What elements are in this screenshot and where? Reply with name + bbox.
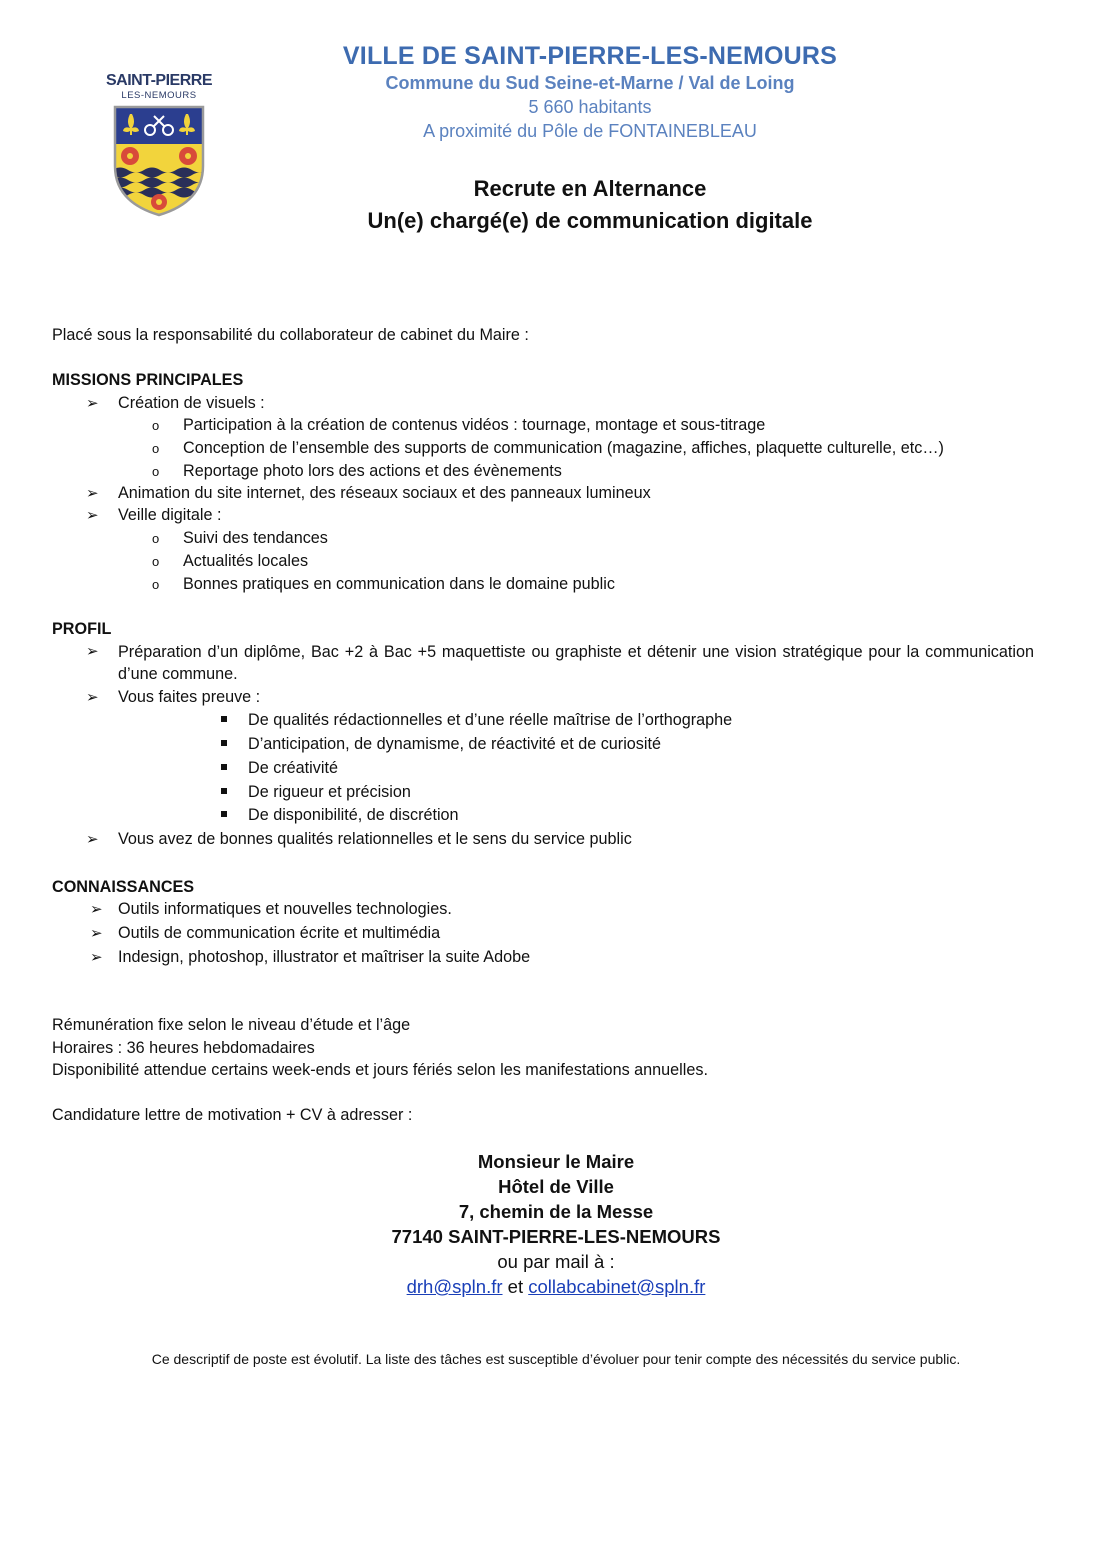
recruit-line: Recrute en Alternance [473, 176, 707, 201]
square-bullet-icon [221, 716, 227, 722]
missions-heading: MISSIONS PRINCIPALES [52, 371, 244, 389]
profil-item: Vous faites preuve : [118, 688, 261, 706]
connaissance-item: Outils de communication écrite et multimédia [118, 924, 441, 942]
circle-bullet-icon: o [152, 418, 160, 433]
arrow-bullet-icon: ➢ [86, 485, 99, 502]
connaissances-heading: CONNAISSANCES [52, 878, 195, 896]
header [240, 40, 940, 142]
arrow-bullet-icon: ➢ [86, 689, 99, 706]
profil-subitem: D’anticipation, de dynamisme, de réactivité et de curiosité [248, 735, 661, 753]
square-bullet-icon [221, 788, 227, 794]
arrow-bullet-icon: ➢ [86, 507, 99, 524]
circle-bullet-icon: o [152, 554, 160, 569]
profil-subitem: De qualités rédactionnelles et d’une réelle maîtrise de l’orthographe [248, 711, 733, 729]
arrow-bullet-icon: ➢ [86, 643, 99, 660]
mission-subitem: Reportage photo lors des actions et des évènements [183, 462, 562, 480]
candidature-text: Candidature lettre de motivation + CV à adresser : [52, 1106, 413, 1124]
horaires-text: Horaires : 36 heures hebdomadaires [52, 1039, 315, 1057]
circle-bullet-icon: o [152, 577, 160, 592]
profil-subitem: De créativité [248, 759, 338, 777]
mission-subitem: Suivi des tendances [183, 529, 328, 547]
email-line [300, 1276, 812, 1298]
email-link-cabinet[interactable]: collabcabinet@spln.fr [528, 1276, 706, 1297]
email-link-drh[interactable]: drh@spln.fr [406, 1276, 503, 1297]
arrow-bullet-icon: ➢ [90, 949, 103, 966]
square-bullet-icon [221, 764, 227, 770]
mission-subitem: Bonnes pratiques en communication dans le domaine public [183, 575, 615, 593]
arrow-bullet-icon: ➢ [86, 395, 99, 412]
arrow-bullet-icon: ➢ [90, 901, 103, 918]
header-population: 5 660 habitants [528, 97, 652, 117]
job-title: Un(e) chargé(e) de communication digitale [367, 208, 813, 233]
mission-item: Animation du site internet, des réseaux sociaux et des panneaux lumineux [118, 484, 651, 502]
town-coat-of-arms-logo [104, 70, 214, 220]
square-bullet-icon [221, 811, 227, 817]
email-connector: et [507, 1276, 524, 1297]
circle-bullet-icon: o [152, 441, 160, 456]
address-line: Hôtel de Ville [498, 1176, 614, 1197]
connaissance-item: Outils informatiques et nouvelles technologies. [118, 900, 452, 918]
remuneration-text: Rémunération fixe selon le niveau d’étude et l’âge [52, 1016, 411, 1034]
arrow-bullet-icon: ➢ [86, 831, 99, 848]
profil-item: Préparation d’un diplôme, Bac +2 à Bac +5 maquettiste ou graphiste et détenir une vision stratégique pour la communication d’une commune. [118, 643, 1034, 683]
logo-text-top: SAINT-PIERRE [105, 72, 212, 89]
connaissance-item: Indesign, photoshop, illustrator et maîtriser la suite Adobe [118, 948, 531, 966]
footer-note: Ce descriptif de poste est évolutif. La liste des tâches est susceptible d’évoluer pour tenir compte des nécessités du service public. [151, 1351, 961, 1367]
address-line: 7, chemin de la Messe [458, 1201, 654, 1222]
intro-text: Placé sous la responsabilité du collaborateur de cabinet du Maire : [52, 326, 529, 344]
arrow-bullet-icon: ➢ [90, 925, 103, 942]
mission-subitem: Participation à la création de contenus vidéos : tournage, montage et sous-titrage [183, 416, 766, 434]
mail-intro: ou par mail à : [497, 1251, 615, 1272]
profil-subitem: De disponibilité, de discrétion [248, 806, 459, 824]
header-proximity: A proximité du Pôle de FONTAINEBLEAU [423, 121, 757, 141]
square-bullet-icon [221, 740, 227, 746]
page-title: VILLE DE SAINT-PIERRE-LES-NEMOURS [342, 42, 838, 70]
circle-bullet-icon: o [152, 464, 160, 479]
mission-item: Veille digitale : [118, 506, 222, 524]
logo-text-bottom: LES-NEMOURS [121, 90, 197, 101]
profil-item: Vous avez de bonnes qualités relationnelles et le sens du service public [118, 830, 632, 848]
mission-subitem: Conception de l’ensemble des supports de communication (magazine, affiches, plaquette culturelle, etc…) [183, 439, 944, 457]
profil-heading: PROFIL [52, 620, 112, 638]
profil-subitem: De rigueur et précision [248, 783, 411, 801]
address-line: Monsieur le Maire [477, 1151, 635, 1172]
address-line: 77140 SAINT-PIERRE-LES-NEMOURS [391, 1226, 721, 1247]
shield-icon [112, 104, 206, 218]
mission-item: Création de visuels : [118, 394, 265, 412]
header-subtitle: Commune du Sud Seine-et-Marne / Val de Loing [385, 73, 795, 93]
disponibilite-text: Disponibilité attendue certains week-ends et jours fériés selon les manifestations annuelles. [52, 1061, 708, 1079]
circle-bullet-icon: o [152, 531, 160, 546]
mission-subitem: Actualités locales [183, 552, 309, 570]
